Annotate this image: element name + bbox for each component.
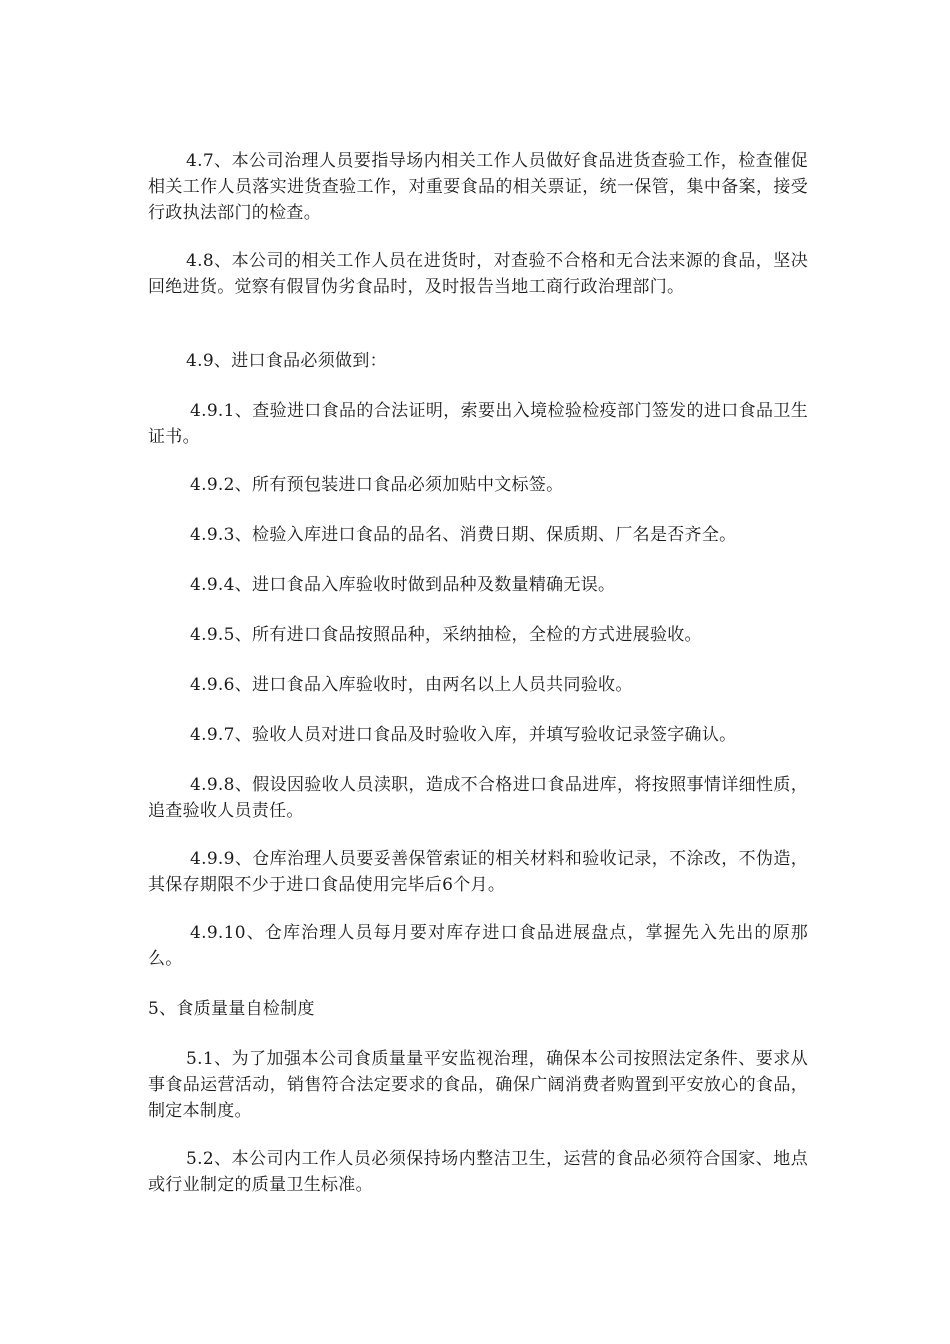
paragraph-4-9-7: 4.9.7、验收人员对进口食品及时验收入库，并填写验收记录签字确认。 [190,725,737,745]
paragraph-4-9: 4.9、进口食品必须做到： [186,351,387,371]
paragraph-4-9-9: 4.9.9、仓库治理人员要妥善保管索证的相关材料和验收记录，不涂改，不伪造，其保存期限不少于进口食品使用完毕后6个月。 [148,849,808,895]
paragraph-4-9-8: 4.9.8、假设因验收人员渎职，造成不合格进口食品进库，将按照事情详细性质，追查验收人员责任。 [148,775,808,821]
paragraph-5-2: 5.2、本公司内工作人员必须保持场内整洁卫生，运营的食品必须符合国家、地点或行业制定的质量卫生标准。 [148,1149,808,1195]
paragraph-4-9-3: 4.9.3、检验入库进口食品的品名、消费日期、保质期、厂名是否齐全。 [190,525,737,545]
paragraph-4-9-2: 4.9.2、所有预包装进口食品必须加贴中文标签。 [190,475,564,495]
paragraph-4-9-4: 4.9.4、进口食品入库验收时做到品种及数量精确无误。 [190,575,616,595]
paragraph-4-9-1: 4.9.1、查验进口食品的合法证明，索要出入境检验检疫部门签发的进口食品卫生证书。 [148,401,808,447]
paragraph-5-1: 5.1、为了加强本公司食质量量平安监视治理，确保本公司按照法定条件、要求从事食品运营活动，销售符合法定要求的食品，确保广阔消费者购置到平安放心的食品，制定本制度。 [148,1049,808,1121]
paragraph-4-7: 4.7、本公司治理人员要指导场内相关工作人员做好食品进货查验工作，检查催促相关工作人员落实进货查验工作，对重要食品的相关票证，统一保管，集中备案，接受行政执法部门的检查。 [148,151,808,223]
paragraph-4-9-10: 4.9.10、仓库治理人员每月要对库存进口食品进展盘点，掌握先入先出的原那么。 [148,923,808,969]
paragraph-4-9-6: 4.9.6、进口食品入库验收时，由两名以上人员共同验收。 [190,675,633,695]
section-heading-5: 5、食质量量自检制度 [148,999,315,1019]
paragraph-4-9-5: 4.9.5、所有进口食品按照品种，采纳抽检，全检的方式进展验收。 [190,625,702,645]
paragraph-4-8: 4.8、本公司的相关工作人员在进货时，对查验不合格和无合法来源的食品，坚决回绝进货。觉察有假冒伪劣食品时，及时报告当地工商行政治理部门。 [148,251,808,297]
